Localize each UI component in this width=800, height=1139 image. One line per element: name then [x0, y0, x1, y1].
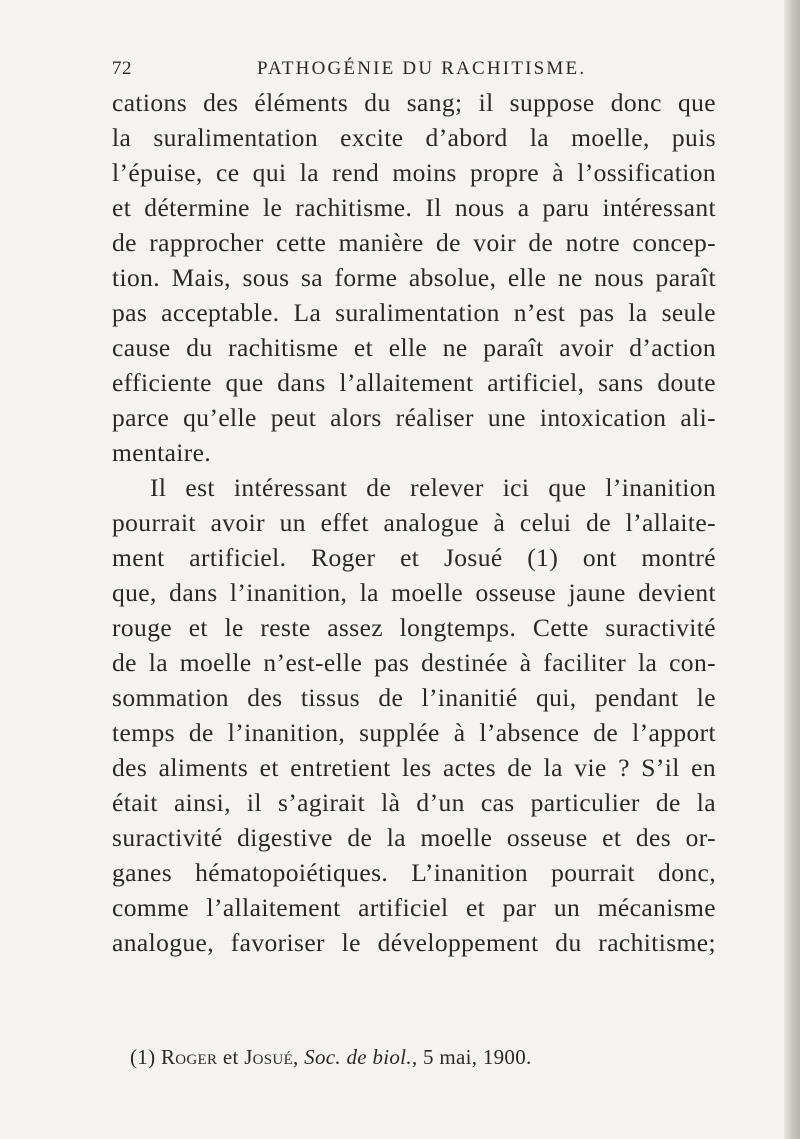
- footnote-author-josue: Josué,: [244, 1045, 299, 1069]
- text-line: des aliments et entretient les actes de la vie ? S’il en: [112, 753, 716, 782]
- body-text: [112, 85, 716, 960]
- text-line: cations des éléments du sang; il suppose donc que: [112, 88, 716, 117]
- text-line: parce qu’elle peut alors réaliser une intoxication ali-: [112, 403, 716, 432]
- text-line: tion. Mais, sous sa forme absolue, elle ne nous paraît: [112, 263, 716, 292]
- footnote-date: 5 mai, 1900.: [422, 1045, 532, 1069]
- text-line: pas acceptable. La suralimentation n’est pas la seule: [112, 298, 716, 327]
- text-line: suractivité digestive de la moelle osseuse et des or-: [112, 823, 716, 852]
- text-line: de rapprocher cette manière de voir de notre concep-: [112, 228, 716, 257]
- page-number: 72: [112, 58, 132, 79]
- text-line: et détermine le rachitisme. Il nous a paru intéressant: [112, 193, 716, 222]
- text-line: sommation des tissus de l’inanitié qui, pendant le: [112, 683, 716, 712]
- footnote-author-roger: Roger: [160, 1045, 218, 1069]
- page-header: [112, 58, 712, 82]
- footnote-marker: (1): [130, 1045, 156, 1069]
- text-line: cause du rachitisme et elle ne paraît avoir d’action: [112, 333, 716, 362]
- text-line: pourrait avoir un effet analogue à celui de l’allaite-: [112, 508, 716, 537]
- text-line: ment artificiel. Roger et Josué (1) ont montré: [112, 543, 716, 572]
- text-line: que, dans l’inanition, la moelle osseuse jaune devient: [112, 578, 716, 607]
- text-line: rouge et le reste assez longtemps. Cette suractivité: [112, 613, 716, 642]
- page-binding-edge: [784, 0, 800, 1139]
- text-line: temps de l’inanition, supplée à l’absence de l’apport: [112, 718, 716, 747]
- text-line-paragraph-start: Il est intéressant de relever ici que l’inanition: [150, 473, 716, 502]
- footnote-journal: Soc. de biol.,: [304, 1045, 418, 1069]
- text-line: analogue, favoriser le développement du rachitisme;: [112, 928, 716, 957]
- text-line: comme l’allaitement artificiel et par un mécanisme: [112, 893, 716, 922]
- text-line: de la moelle n’est-elle pas destinée à faciliter la con-: [112, 648, 716, 677]
- text-line-paragraph-end: mentaire.: [112, 438, 212, 467]
- footnote-conjunction: et: [222, 1045, 239, 1069]
- text-line: efficiente que dans l’allaitement artificiel, sans doute: [112, 368, 716, 397]
- text-line: était ainsi, il s’agirait là d’un cas particulier de la: [112, 788, 716, 817]
- running-title: PATHOGÉNIE DU RACHITISME.: [257, 58, 587, 79]
- text-line: la suralimentation excite d’abord la moelle, puis: [112, 123, 716, 152]
- footnote: [130, 1044, 690, 1070]
- text-line: l’épuise, ce qui la rend moins propre à l’ossification: [112, 158, 716, 187]
- text-line: ganes hématopoiétiques. L’inanition pourrait donc,: [112, 858, 716, 887]
